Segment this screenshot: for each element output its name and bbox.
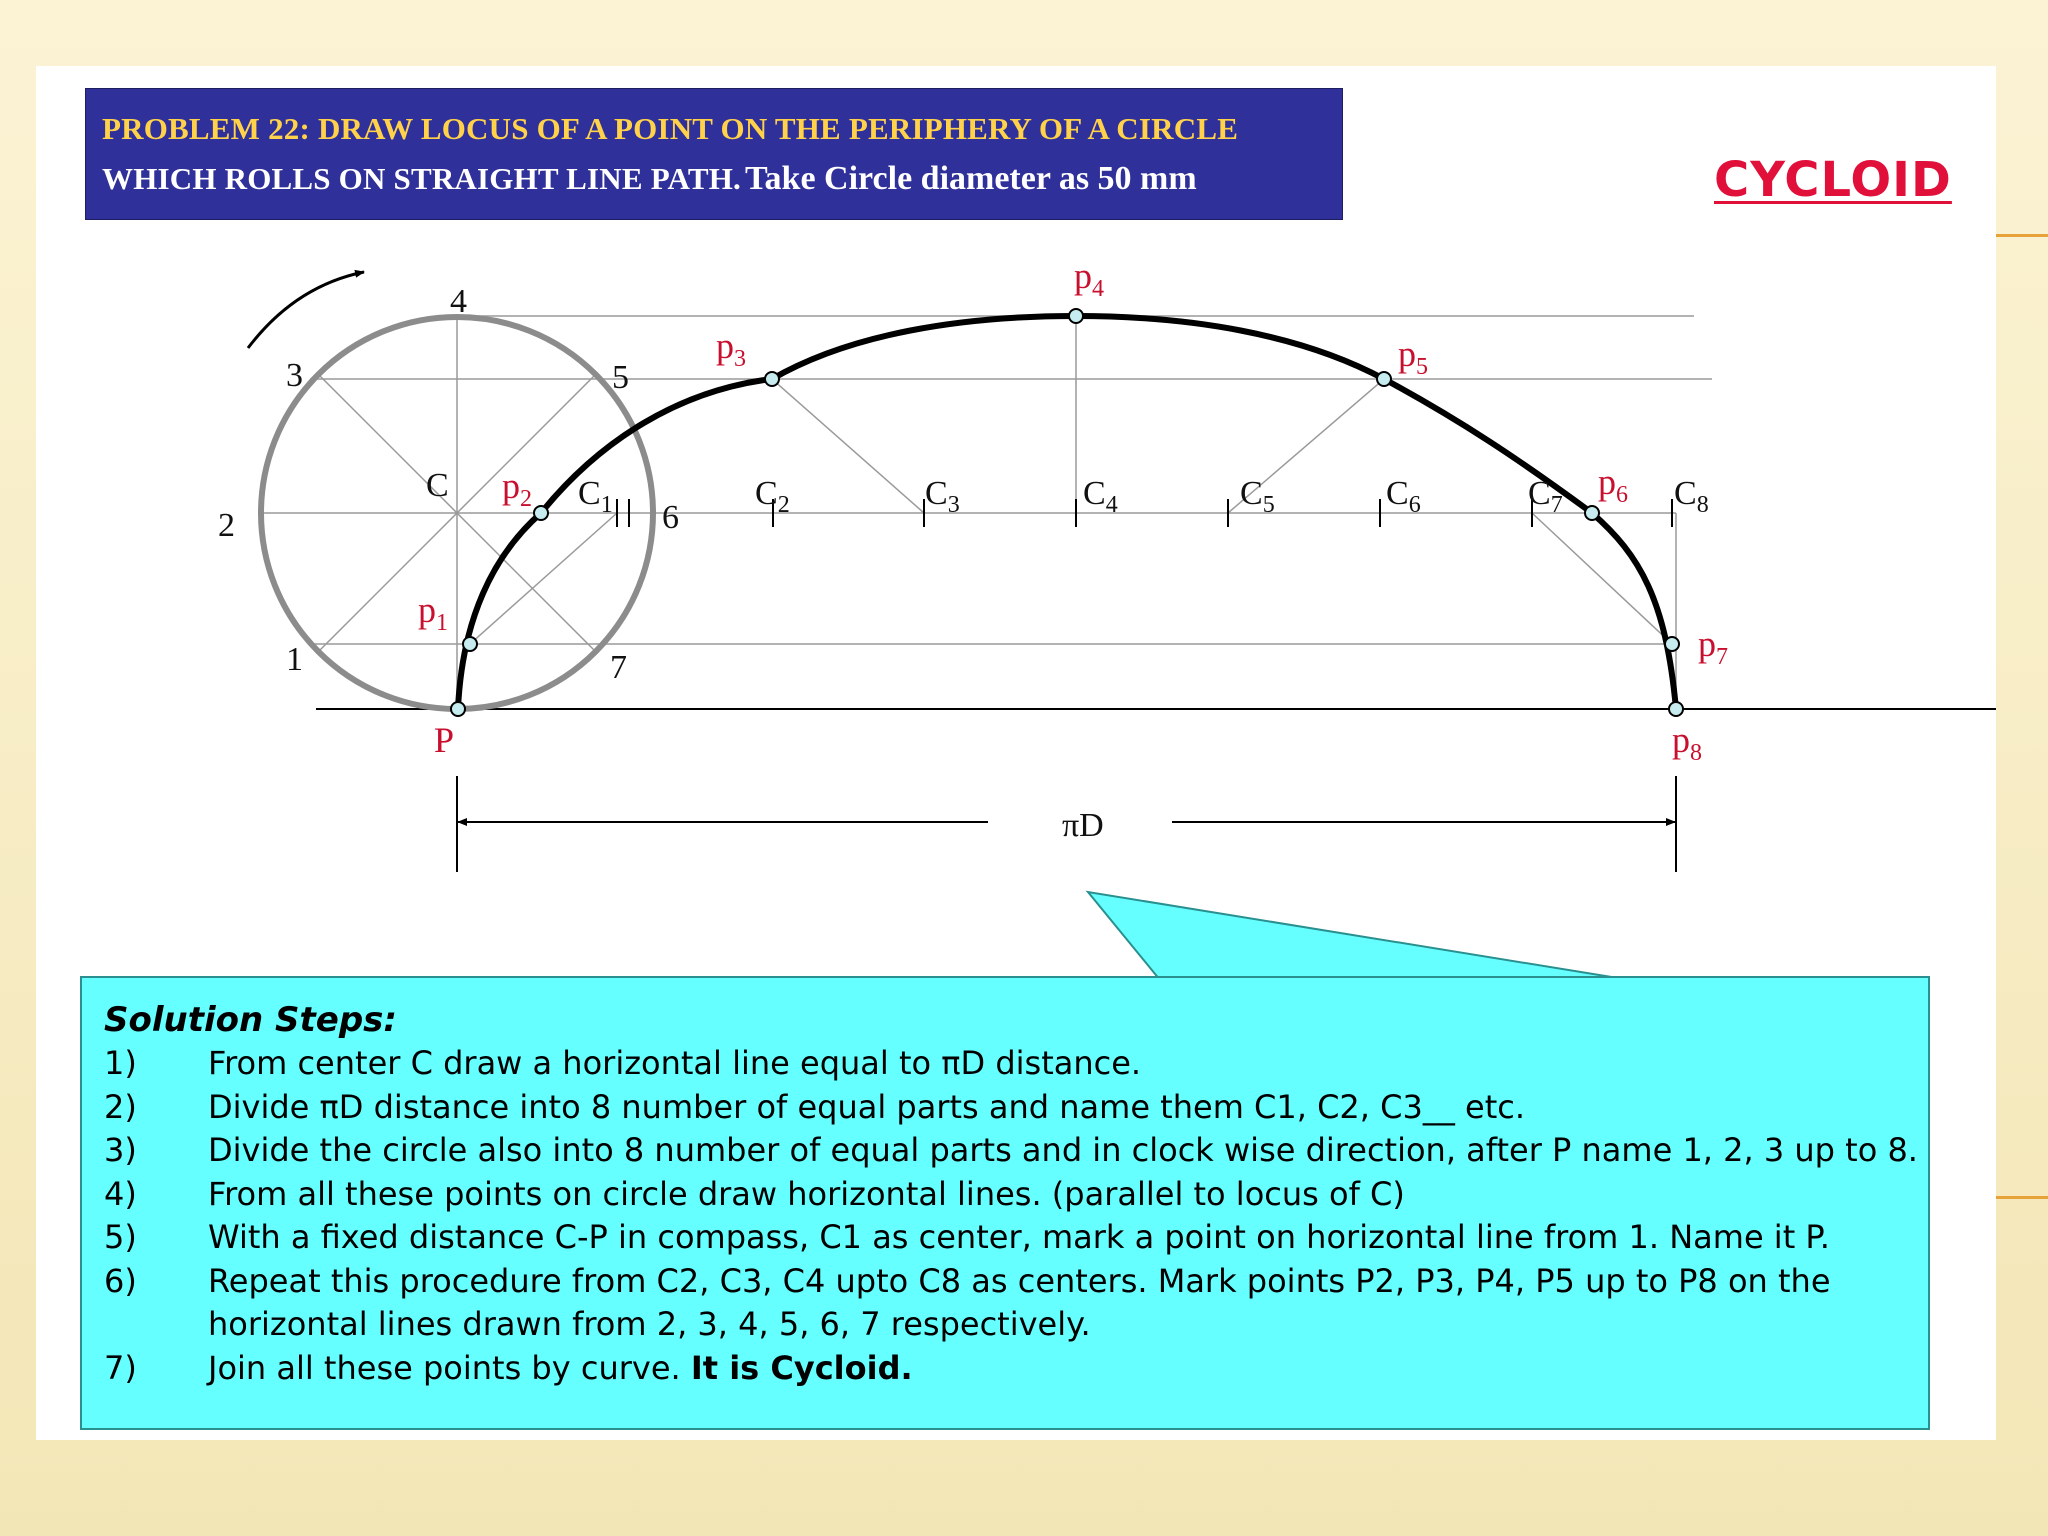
step-text: With a fixed distance C-P in compass, C1 as center, mark a point on horizontal line from 1. Name it P. [208,1218,1830,1256]
center-label-c4: $C_4$ [1083,475,1118,518]
step-number: 5) [104,1218,137,1256]
solution-step-1 [104,1042,1928,1086]
problem-title-text-1: PROBLEM 22: DRAW LOCUS OF A POINT ON THE PERIPHERY OF A CIRCLE [102,111,1239,146]
circle-label-7: 7 [610,649,627,686]
locus-label-p3: $p_3$ [716,326,746,372]
solution-steps-box [80,976,1930,1430]
solution-step-5 [104,1216,1928,1260]
problem-title-line-2 [102,157,1342,207]
locus-label-p2: $p_2$ [502,466,532,512]
circle-label-2: 2 [218,507,235,544]
step-text: From all these points on circle draw horizontal lines. (parallel to locus of C) [208,1174,1405,1213]
problem-title-box [85,88,1343,220]
locus-label-p5: $p_5$ [1398,334,1428,380]
center-label-c5: $C_5$ [1240,475,1275,518]
step-text: Repeat this procedure from C2, C3, C4 upto C8 as centers. Mark points P2, P3, P4, P5 up to P8 on the [208,1261,1831,1300]
problem-title-text-3: Take Circle diameter as 50 mm [745,160,1197,197]
center-label-c3: $C_3$ [925,475,960,518]
center-label-c6: $C_6$ [1386,475,1421,518]
step-text: From center C draw a horizontal line equal to πD distance. [208,1044,1142,1082]
step-text [208,1347,913,1391]
rotation-arrow [248,272,364,348]
step-number: 1) [104,1044,137,1082]
pi-d-label: πD [1062,807,1104,844]
circle-label-6: 6 [662,499,679,536]
problem-title-text-2: WHICH ROLLS ON STRAIGHT LINE PATH. [102,161,741,196]
solution-step-6-continued [104,1303,1928,1347]
step-text: Divide the circle also into 8 number of equal parts and in clock wise direction, after P name 1, 2, 3 up to 8. [208,1131,1918,1169]
step-text-plain: Join all these points by curve. [208,1348,691,1387]
locus-label-p: P [434,720,455,760]
circle-label-1: 1 [286,641,303,678]
step-text: horizontal lines drawn from 2, 3, 4, 5, 6, 7 respectively. [208,1305,1091,1343]
solution-step-3 [104,1129,1928,1173]
locus-label-p8: $p_8$ [1672,720,1702,766]
solution-step-2 [104,1086,1928,1130]
circle-label-3: 3 [286,357,303,394]
problem-title-line-1 [102,107,1342,157]
step-number: 3) [104,1131,137,1169]
center-label-c: C [426,467,449,504]
step-text-bold: It is Cycloid. [690,1348,913,1387]
center-label-c2: $C_2$ [755,475,790,518]
locus-label-p6: $p_6$ [1598,462,1628,508]
solution-step-7 [104,1347,1928,1391]
locus-label-p4: $p_4$ [1074,256,1104,302]
locus-label-p7: $p_7$ [1698,624,1728,670]
solution-step-6 [104,1260,1928,1304]
step-number: 7) [104,1348,137,1387]
steps-callout-pointer [1088,892,1630,980]
center-label-c8: $C_8$ [1674,475,1709,518]
step-number: 2) [104,1087,137,1126]
step-text: Divide πD distance into 8 number of equal parts and name them C1, C2, C3__ etc. [208,1087,1525,1126]
cycloid-heading: CYCLOID [1714,152,1952,208]
step-number: 4) [104,1174,137,1213]
center-label-c1: $C_1$ [578,475,613,518]
center-label-c7: $C_7$ [1528,475,1563,518]
circle-label-4: 4 [450,283,467,320]
step-number: 6) [104,1261,137,1300]
circle-label-5: 5 [612,359,629,396]
locus-label-p1: $p_1$ [418,590,448,636]
solution-steps-heading: Solution Steps: [104,1000,397,1040]
solution-step-4 [104,1173,1928,1217]
